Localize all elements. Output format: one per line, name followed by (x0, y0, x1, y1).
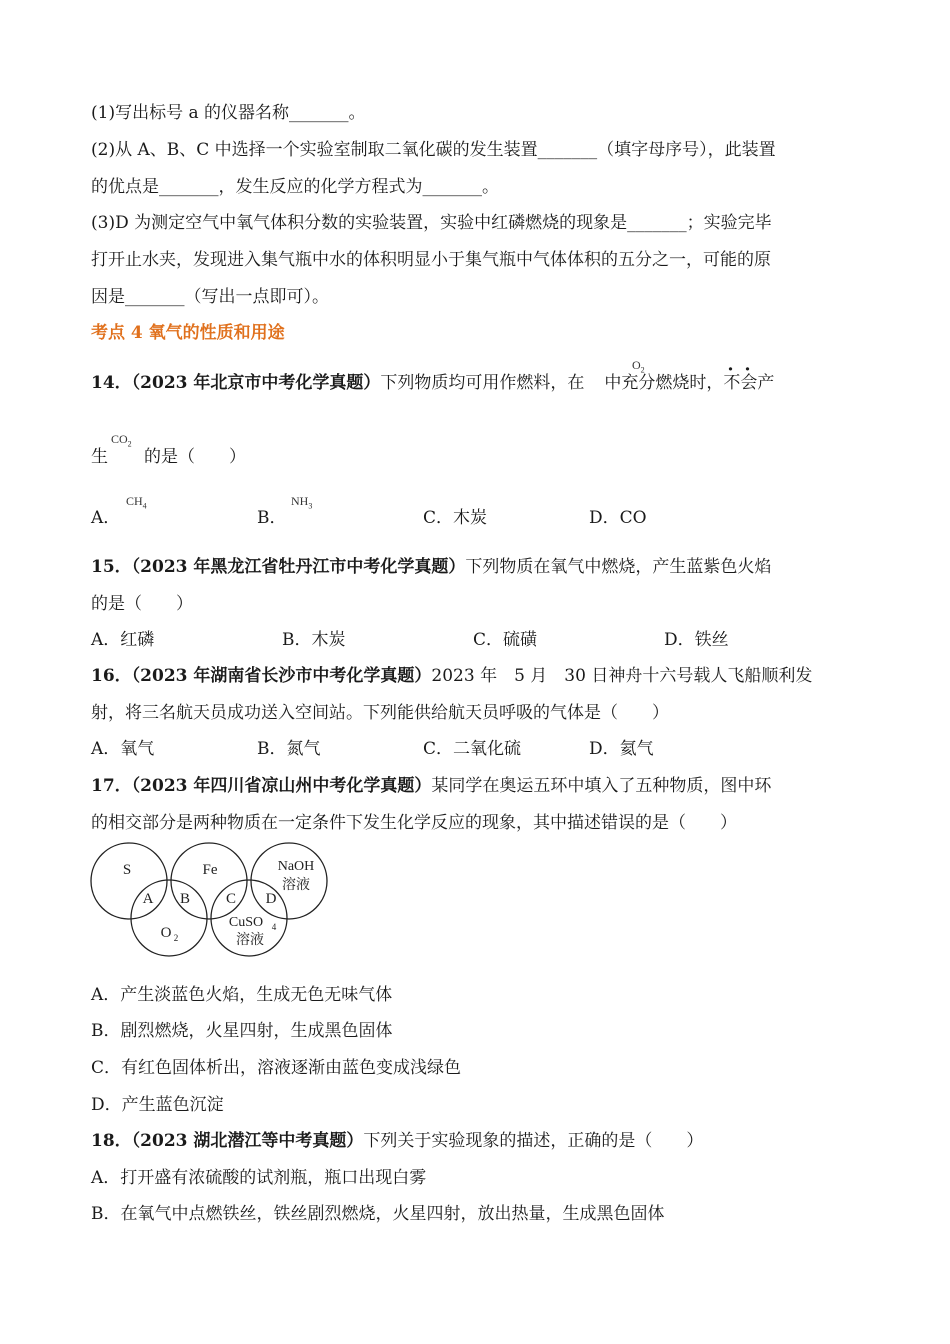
q18-source: （2023 湖北潜江等中考真题） (131, 1131, 364, 1151)
label-cuso4-sub: 4 (271, 922, 277, 932)
q14-source: （2023 年北京市中考化学真题） (131, 373, 381, 393)
q15-option-d[interactable]: D．铁丝 (664, 630, 729, 650)
q17-option-a[interactable]: A．产生淡蓝色火焰，生成无色无味气体 (91, 985, 393, 1005)
q16-line1 (91, 664, 812, 688)
q16-option-c[interactable]: C．二氧化硫 (423, 739, 522, 759)
section-heading: 考点 4 氧气的性质和用途 (91, 323, 285, 343)
q16-option-d[interactable]: D．氦气 (589, 739, 654, 759)
label-cuso4: CuSO (228, 915, 264, 930)
q17-line1 (91, 774, 771, 798)
q15-line1 (91, 555, 771, 579)
q14-formula-co2: $CO_2$ (111, 432, 132, 449)
q17-option-b[interactable]: B．剧烈燃烧，火星四射，生成黑色固体 (91, 1021, 393, 1041)
q15-option-b[interactable]: B．木炭 (282, 630, 346, 650)
q14-emphasis-bu: 不 (723, 373, 741, 393)
q14-option-c[interactable]: C．木炭 (423, 508, 488, 528)
q14-option-d[interactable]: D．CO (589, 508, 647, 528)
q14-number: 14． (91, 373, 132, 393)
label-c: C (225, 891, 237, 907)
ring-fe (171, 843, 247, 919)
q16-line2: 射，将三名航天员成功送入空间站。下列能供给航天员呼吸的气体是（ ） (91, 703, 669, 723)
label-cuso4-solution: 溶液 (236, 933, 264, 948)
label-o2: O (160, 925, 172, 941)
q14-option-b-formula: $NH_3$ (291, 494, 313, 511)
q16-option-b[interactable]: B．氮气 (257, 739, 321, 759)
q13-part3-line3: 因是_______（写出一点即可）。 (91, 287, 329, 307)
q16-number: 16． (91, 666, 132, 686)
q15-option-c[interactable]: C．硫磺 (473, 630, 538, 650)
q15-line2: 的是（ ） (91, 594, 193, 614)
q13-part2-line2: 的优点是_______，发生反应的化学方程式为_______。 (91, 177, 499, 197)
label-naoh: NaOH (277, 859, 315, 874)
q17-text1: 某同学在奥运五环中填入了五种物质，图中环 (431, 776, 772, 796)
q13-part3-line2: 打开止水夹，发现进入集气瓶中水的体积明显小于集气瓶中气体体积的五分之一，可能的原 (91, 250, 771, 270)
label-s: S (122, 862, 132, 878)
q15-text1: 下列物质在氧气中燃烧，产生蓝紫色火焰 (465, 557, 772, 577)
q14-option-b[interactable]: B． (257, 508, 287, 528)
q17-number: 17． (91, 776, 132, 796)
q15-option-a[interactable]: A．红磷 (91, 630, 155, 650)
q18-line1 (91, 1129, 703, 1153)
label-d: D (265, 891, 277, 907)
q15-number: 15． (91, 557, 132, 577)
olympic-rings-diagram (88, 842, 333, 958)
q14-text3: 产 (757, 373, 775, 393)
label-fe: Fe (202, 862, 218, 878)
q18-option-b[interactable]: B．在氧气中点燃铁丝，铁丝剧烈燃烧，火星四射，放出热量，生成黑色固体 (91, 1204, 665, 1224)
q13-part1: (1)写出标号 a 的仪器名称_______。 (91, 103, 366, 123)
q14-formula-o2: $O_2$ (632, 358, 645, 375)
q18-number: 18． (91, 1131, 132, 1151)
label-a: A (142, 891, 154, 907)
q14-option-a[interactable]: A． (91, 508, 121, 528)
q17-option-c[interactable]: C．有红色固体析出，溶液逐渐由蓝色变成浅绿色 (91, 1058, 462, 1078)
q17-line2: 的相交部分是两种物质在一定条件下发生化学反应的现象，其中描述错误的是（ ） (91, 813, 737, 833)
q16-source: （2023 年湖南省长沙市中考化学真题） (131, 666, 432, 686)
q14-text5: 的是（ ） (144, 447, 246, 467)
q14-text1: 下列物质均可用作燃料，在 (380, 373, 585, 393)
q18-text1: 下列关于实验现象的描述，正确的是（ ） (363, 1131, 704, 1151)
q14-emphasis-hui: 会 (740, 373, 758, 393)
label-b: B (179, 891, 191, 907)
q17-source: （2023 年四川省凉山州中考化学真题） (131, 776, 432, 796)
q13-part3-line1: (3)D 为测定空气中氧气体积分数的实验装置，实验中红磷燃烧的现象是_______；实验完毕 (91, 213, 772, 233)
q16-option-a[interactable]: A．氧气 (91, 739, 155, 759)
q14-option-a-formula: $CH_4$ (126, 494, 147, 511)
q18-option-a[interactable]: A．打开盛有浓硫酸的试剂瓶，瓶口出现白雾 (91, 1168, 427, 1188)
q17-option-d[interactable]: D．产生蓝色沉淀 (91, 1095, 224, 1115)
label-naoh-solution: 溶液 (282, 878, 310, 893)
q14-line1 (91, 371, 774, 395)
q16-text1: 2023 年 5 月 30 日神舟十六号载人飞船顺利发 (431, 666, 813, 686)
q14-text2: 中充分燃烧时， (604, 373, 724, 393)
q14-line2 (91, 445, 246, 469)
q14-text4: 生 (91, 447, 108, 467)
ring-s (91, 843, 167, 919)
q13-part2-line1: (2)从 A、B、C 中选择一个实验室制取二氧化碳的发生装置_______（填字母序号），此装置 (91, 140, 776, 160)
q15-source: （2023 年黑龙江省牡丹江市中考化学真题） (131, 557, 466, 577)
label-o2-sub: 2 (173, 933, 179, 943)
